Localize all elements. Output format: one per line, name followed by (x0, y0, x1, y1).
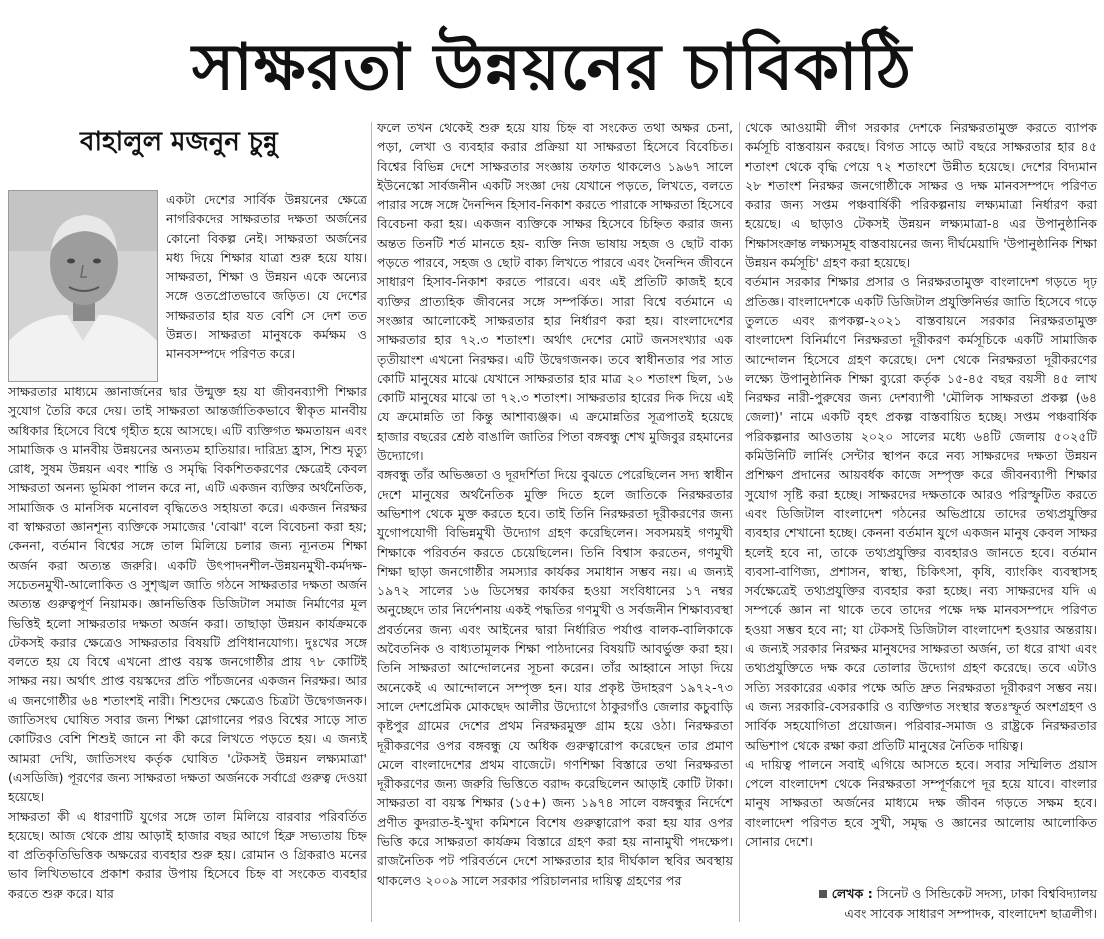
column-2 (377, 118, 733, 932)
column-1-body (8, 382, 367, 932)
paragraph: এ দায়িত্ব পালনে সবাই এগিয়ে আসতে হবে। সবার সম্মিলিত প্রয়াস পেলে বাংলাদেশ থেকে নিরক্ষরতা সম্পূর্ণরূপে দূর হয়ে যাবে। বাংলার মানুষ সাক্ষরতা অর্জনের মাধ্যমে দক্ষ জীবন গড়তে সক্ষম হবে। বাংলাদেশ পরিণত হবে সুখী, সমৃদ্ধ ও জ্ঞানের আলোয় আলোকিত সোনার দেশে। (745, 756, 1097, 849)
paragraph: থেকে আওয়ামী লীগ সরকার দেশকে নিরক্ষরতামুক্ত করতে ব্যাপক কর্মসূচি বাস্তবায়ন করছে। বিগত সাড়ে আট বছরে সাক্ষরতার হার ৪৫ শতাংশ থেকে বৃদ্ধি পেয়ে ৭২ শতাংশে উন্নীত হয়েছে। দেশের বিদ্যমান ২৮ শতাংশ নিরক্ষর জনগোষ্ঠীকে সাক্ষর ও দক্ষ মানবসম্পদে পরিণত করার জন্য সপ্তম পঞ্চবার্ষিকী পরিকল্পনায় লক্ষ্যমাত্রা নির্ধারণ করা হয়েছে। এ ছাড়াও টেকসই উন্নয়ন লক্ষ্যমাত্রা-৪ এর উপানুষ্ঠানিক শিক্ষাসংক্রান্ত লক্ষ্যসমূহ বাস্তবায়নের জন্য দীর্ঘমেয়াদি 'উপানুষ্ঠানিক শিক্ষা উন্নয়ন কর্মসূচি' গ্রহণ করা হয়েছে। (745, 120, 1097, 271)
author-note (745, 884, 1097, 924)
author-byline: বাহালুল মজনুন চুন্নু (80, 127, 278, 157)
column-divider (371, 122, 372, 922)
article-headline: সাক্ষরতা উন্নয়নের চাবিকাঠি (191, 31, 913, 105)
author-photo (8, 190, 158, 382)
author-portrait-image (9, 191, 157, 381)
author-affiliation-2: এবং সাবেক সাধারণ সম্পাদক, বাংলাদেশ ছাত্রলীগ। (844, 906, 1097, 921)
paragraph: বর্তমান সরকার শিক্ষার প্রসার ও নিরক্ষরতামুক্ত বাংলাদেশ গড়তে দৃঢ় প্রতিজ্ঞ। বাংলাদেশকে একটি ডিজিটাল প্রযুক্তিনির্ভর জাতি হিসেবে গড়ে তুলতে এবং রূপকল্প-২০২১ বাস্তবায়নে সরকার নিরক্ষরতামুক্ত বাংলাদেশ বিনির্মাণে নিরক্ষরতা দূরীকরণ কর্মসূচিকে একটি সামাজিক আন্দোলন হিসেবে গ্রহণ করেছে। দেশ থেকে নিরক্ষরতা দূরীকরণের লক্ষ্যে উপানুষ্ঠানিক শিক্ষা ব্যুরো কর্তৃক ১৫-৪৫ বছর বয়সী ৪৫ লাখ নিরক্ষর নারী-পুরুষের জন্য দেশব্যাপী 'মৌলিক সাক্ষরতা প্রকল্প (৬৪ জেলা)' নামে একটি বৃহৎ প্রকল্প বাস্তবায়িত হচ্ছে। সপ্তম পঞ্চবার্ষিক পরিকল্পনার আওতায় ২০২০ সালের মধ্যে ৬৪টি জেলায় ৫০২৫টি কমিউনিটি লার্নিং সেন্টার স্থাপন করে নব্য সাক্ষরদের দক্ষতা উন্নয়ন প্রশিক্ষণ প্রদানের আয়বর্ধক কাজে সম্পৃক্ত করে জীবনব্যাপী শিক্ষার সুযোগ সৃষ্টি করা হচ্ছে। সাক্ষরদের দক্ষতাকে আরও পরিস্ফুটিত করতে এবং ডিজিটাল বাংলাদেশ গঠনের অভিপ্রায়ে তাদের তথ্যপ্রযুক্তির ব্যবহার শেখানো হচ্ছে। কেননা বর্তমান যুগে একজন মানুষ কেবল সাক্ষর হলেই হবে না, তাকে তথ্যপ্রযুক্তির ব্যবহারও জানতে হবে। বর্তমান ব্যবসা-বাণিজ্য, প্রশাসন, স্বাস্থ্য, চিকিৎসা, কৃষি, ব্যাংকিং ব্যবস্থাসহ সর্বক্ষেত্রেই তথ্যপ্রযুক্তির ব্যবহার করা হচ্ছে। নব্য সাক্ষরদের যদি এ সম্পর্কে জ্ঞান না থাকে তবে তাদের পক্ষে দক্ষ মানবসম্পদে পরিণত হওয়া সম্ভব হবে না; যা টেকসই ডিজিটাল বাংলাদেশ হওয়ার অন্তরায়। এ জন্যই সরকার নিরক্ষর মানুষদের সাক্ষরতা অর্জন, তা ধরে রাখা এবং তথ্যপ্রযুক্তিতে দক্ষ করে তোলার উদ্যোগ গ্রহণ করেছে। তবে এটাও সত্যি সরকারের একার পক্ষে অতি দ্রুত নিরক্ষরতা দূরীকরণ সম্ভব নয়। এ জন্য সরকারি-বেসরকারি ও ব্যক্তিগত সংস্থার স্বতঃস্ফূর্ত অংশগ্রহণ ও সার্বিক সহযোগিতা প্রয়োজন। পরিবার-সমাজ ও রাষ্ট্রকে নিরক্ষরতার অভিশাপ থেকে রক্ষা করা প্রতিটি মানুষের নৈতিক দায়িত্ব। (745, 274, 1097, 753)
paragraph: সাক্ষরতা কী এ ধারণাটি যুগের সঙ্গে তাল মিলিয়ে বারবার পরিবর্তিত হয়েছে। আজ থেকে প্রায় আড়াই হাজার বছর আগে হিব্রু সভ্যতায় চিহ্ন বা প্রতিকৃতিভিত্তিক অক্ষরের ব্যবহার শুরু হয়। রোমান ও গ্রিকরাও মনের ভাব লিখিতভাবে প্রকাশ করার উপায় হিসেবে চিহ্ন বা সংকেত ব্যবহার করতে শুরু করে। যার (8, 808, 367, 901)
column-1-intro (166, 190, 367, 382)
intro-paragraph: একটা দেশের সার্বিক উন্নয়নের ক্ষেত্রে নাগরিকদের সাক্ষরতার দক্ষতা অর্জনের কোনো বিকল্প নেই। সাক্ষরতা অর্জনের মধ্য দিয়ে শিক্ষার যাত্রা শুরু হয়ে যায়। সাক্ষরতা, শিক্ষা ও উন্নয়ন একে অন্যের সঙ্গে ওতপ্রোতভাবে জড়িত। যে দেশের সাক্ষরতার হার যত বেশি সে দেশ তত উন্নত। সাক্ষরতা মানুষকে কর্মক্ষম ও মানবসম্পদে পরিণত করে। (166, 192, 367, 362)
paragraph: সাক্ষরতার মাধ্যমে জ্ঞানার্জনের দ্বার উন্মুক্ত হয় যা জীবনব্যাপী শিক্ষার সুযোগ তৈরি করে দেয়। তাই সাক্ষরতা আন্তর্জাতিকভাবে স্বীকৃত মানবীয় অধিকার হিসেবে বিশ্বে গৃহীত হয়ে আসছে। এটি ব্যক্তিগত ক্ষমতায়ন এবং সামাজিক ও মানবীয় উন্নয়নের অন্যতম হাতিয়ার। দারিদ্র্য হ্রাস, শিশু মৃত্যু রোধ, সুষম উন্নয়ন এবং শান্তি ও সমৃদ্ধি বিকশিতকরণের ক্ষেত্রেই কেবল সাক্ষরতা অনন্য ভূমিকা পালন করে না, এটি একজন ব্যক্তির অর্থনৈতিক, সামাজিক ও মানসিক মনোবল বৃদ্ধিতেও সহায়তা করে। একজন নিরক্ষর বা স্বাক্ষরতা জ্ঞানশূন্য ব্যক্তিকে সমাজের 'বোঝা' বলে বিবেচনা করা হয়; কেননা, বর্তমান বিশ্বের সঙ্গে তাল মিলিয়ে চলার জন্য ন্যূনতম শিক্ষা অর্জন করা অত্যন্ত জরুরি। একটি উৎপাদনশীল-উন্নয়নমুখী-কর্মদক্ষ-সচেতনমুখী-আলোকিত ও সুশৃঙ্খল জাতি গঠনে সাক্ষরতার দক্ষতা অর্জন অত্যন্ত গুরুত্বপূর্ণ নিয়ামক। জ্ঞানভিত্তিক ডিজিটাল সমাজ নির্মাণের মূল ভিত্তিই হলো সাক্ষরতার দক্ষতা অর্জন করা। তাছাড়া উন্নয়ন কার্যক্রমকে টেকসই করার ক্ষেত্রেও সাক্ষরতার বিষয়টি প্রণিধানযোগ্য। দুঃখের সঙ্গে বলতে হয় যে বিশ্বে এখনো প্রাপ্ত বয়স্ক জনগোষ্ঠীর প্রায় ৭৮ কোটিই সাক্ষর নয়। অর্থাৎ প্রাপ্ত বয়স্কদের প্রতি পাঁচজনের একজন নিরক্ষর। আর এ জনগোষ্ঠীর ৬৪ শতাংশই নারী। শিশুদের ক্ষেত্রেও চিত্রটা উদ্বেগজনক। জাতিসংঘ ঘোষিত সবার জন্য শিক্ষা স্লোগানের পরও বিশ্বের সাড়ে সাত কোটিরও বেশি শিশুই জানে না কী করে লিখতে পড়তে হয়। এ জন্যই আমরা দেখি, জাতিসংঘ কর্তৃক ঘোষিত 'টেকসই উন্নয়ন লক্ষ্যমাত্রা' (এসডিজি) পূরণের জন্য সাক্ষরতা দক্ষতা অর্জনকে সর্বাগ্রে গুরুত্ব দেওয়া হয়েছে। (8, 384, 367, 805)
author-affiliation: সিনেট ও সিন্ডিকেট সদস্য, ঢাকা বিশ্ববিদ্যালয় (876, 886, 1097, 901)
column-3 (745, 118, 1097, 888)
paragraph: বঙ্গবন্ধু তাঁর অভিজ্ঞতা ও দূরদর্শিতা দিয়ে বুঝতে পেরেছিলেন সদ্য স্বাধীন দেশে মানুষের অর্থনৈতিক মুক্তি দিতে হলে জাতিকে নিরক্ষরতার অভিশাপ থেকে মুক্ত করতে হবে। তাই তিনি নিরক্ষরতা দূরীকরণের জন্য যুগোপযোগী বিভিন্নমুখী উদ্যোগ গ্রহণ করেছিলেন। সবসময়ই গণমুখী শিক্ষাকে পরিবর্তন করতে চেয়েছিলেন। তিনি বিশ্বাস করতেন, গণমুখী শিক্ষা ছাড়া জনগোষ্ঠীর সমস্যার কার্যকর সমাধান সম্ভব নয়। এ জন্যই ১৯৭২ সালের ১৬ ডিসেম্বর কার্যকর হওয়া সংবিধানের ১৭ নম্বর অনুচ্ছেদে তার নির্দেশনায় একই পদ্ধতির গণমুখী ও সর্বজনীন শিক্ষাব্যবস্থা প্রবর্তনের জন্য এবং আইনের দ্বারা নির্ধারিত পর্যাপ্ত বালক-বালিকাকে অবৈতনিক ও বাধ্যতামূলক শিক্ষা পাঠদানের বিষয়টি আবর্ভুক্ত করা হয়। তিনি সাক্ষরতা আন্দোলনের সূচনা করেন। তাঁর আহ্বানে সাড়া দিয়ে অনেকেই এ আন্দোলনে সম্পৃক্ত হন। যার প্রকৃষ্ট উদাহরণ ১৯৭২-৭৩ সালে দেশপ্রেমিক মোকছেদ আলীর উদ্যোগে ঠাকুরগাঁও জেলার কচুবাড়ি কৃষ্টপুর গ্রামের দেশের প্রথম নিরক্ষরমুক্ত গ্রাম হয়ে ওঠা। নিরক্ষরতা দূরীকরণের ওপর বঙ্গবন্ধু যে অধিক গুরুত্বারোপ করেছেন তার প্রমাণ মেলে বাংলাদেশের প্রথম বাজেটে। গণশিক্ষা বিস্তারে তথা নিরক্ষরতা দূরীকরণের জন্য জরুরি ভিত্তিতে বরাদ্দ করেছিলেন আড়াই কোটি টাকা। সাক্ষরতা বা বয়স্ক শিক্ষার (১৫+) জন্য ১৯৭৪ সালে বঙ্গবন্ধুর নির্দেশে প্রণীত কুদরাত-ই-খুদা কমিশনে বিশেষ গুরুত্বারোপ করা হয় যার ওপর ভিত্তি করে সাক্ষরতা কার্যক্রম বিস্তারে গ্রহণ করা হয় নানামুখী পদক্ষেপ। রাজনৈতিক পট পরিবর্তনে দেশে সাক্ষরতার হার দীর্ঘকাল স্থবির অবস্থায় থাকলেও ২০০৯ সালে সরকার পরিচালনার দায়িত্ব গ্রহণের পর (377, 467, 733, 888)
author-label: লেখক : (831, 886, 873, 901)
column-divider (739, 122, 740, 922)
bullet-square-icon (819, 890, 827, 898)
paragraph: ফলে তখন থেকেই শুরু হয়ে যায় চিহ্ন বা সংকেত তথা অক্ষর চেনা, পড়া, লেখা ও ব্যবহার করার প্রক্রিয়া যা সাক্ষরতা হিসেবে বিবেচিত। বিশ্বের বিভিন্ন দেশে সাক্ষরতার সংজ্ঞায় তফাত থাকলেও ১৯৬৭ সালে ইউনেস্কো সার্বজনীন একটি সংজ্ঞা দেয় যেখানে পড়তে, লিখতে, বলতে পারার সঙ্গে সঙ্গে দৈনন্দিন হিসাব-নিকাশ করতে পারাকে সাক্ষরতা হিসেবে বিবেচনা করা হয়। একজন ব্যক্তিকে সাক্ষর হিসেবে চিহ্নিত করার জন্য অন্তত তিনটি শর্ত মানতে হয়- ব্যক্তি নিজ ভাষায় সহজ ও ছোট বাক্য পড়তে পারবে, সহজ ও ছোট বাক্য লিখতে পারবে এবং দৈনন্দিন জীবনে সাধারণ হিসাব-নিকাশ করতে পারবে। এবং এই প্রতিটি কাজই হবে ব্যক্তির প্রাত্যহিক জীবনের সঙ্গে সম্পর্কিত। সারা বিশ্বে বর্তমানে এ সংজ্ঞার আলোকেই সাক্ষরতার হার নির্ধারণ করা হয়। বাংলাদেশের সাক্ষরতার হার ৭২.৩ শতাংশ। অর্থাৎ দেশের মোট জনসংখ্যার এক তৃতীয়াংশ এখনো নিরক্ষর। এটি উদ্বেগজনক। তবে স্বাধীনতার পর সাত কোটি মানুষের মাঝে যেখানে সাক্ষরতার হার মাত্র ২০ শতাংশ ছিল, ১৬ কোটি মানুষের মাঝে তা ৭২.৩ শতাংশ। সাক্ষরতার হারের দিক দিয়ে এই যে ক্রমোন্নতি তা কিন্তু আশাব্যঞ্জক। এ ক্রমোন্নতির সূত্রপাতই হয়েছে হাজার বছরের শ্রেষ্ঠ বাঙালি জাতির পিতা বঙ্গবন্ধু শেখ মুজিবুর রহমানের উদ্যোগে। (377, 120, 733, 464)
